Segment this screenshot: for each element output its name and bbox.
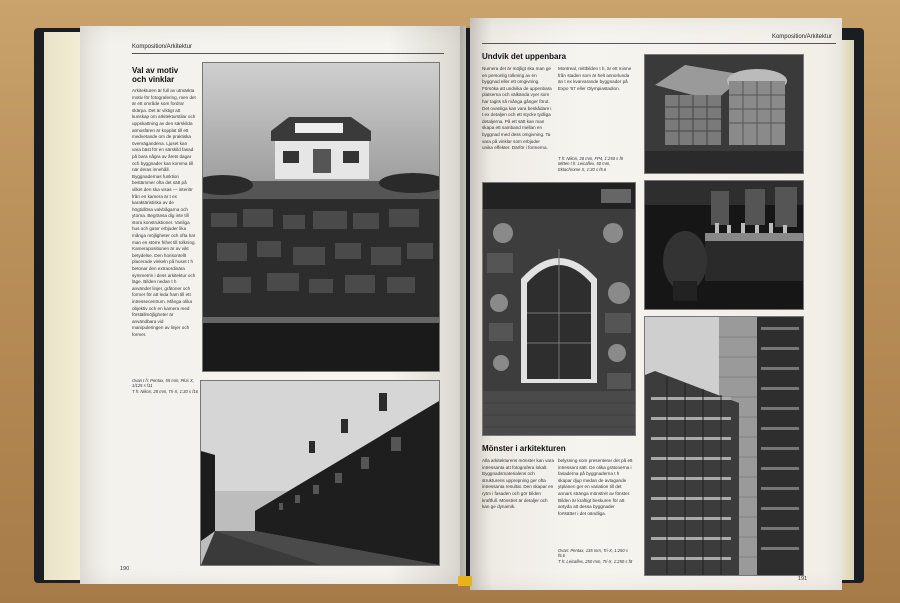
- right-section1-caption: T h: Nikon, 28 mm, FP4, 1:250 s f8 Mitten t h: Leicaflex, 50 mm, Ektachrome X, 1:30 s f5.6: [558, 156, 623, 172]
- street-photo: [200, 380, 440, 566]
- interior-photo: [644, 180, 804, 310]
- left-body-text: Arkitekturen är full av utmärkta motiv för fotografering, men det är ett område som fordrar skärpa. Det är viktigt att kunskap om arkitekturstilar och uppskattning av den särskilda atmosfären är kopplat till ett medvetande om de praktiska övervägandena. Ljuset kan vara bäst för en särskild fasad på bara några av årets dagar och byggnader kan komma till när deras innehåll. Byggnadernas funktion bestämmer ofta det sätt på vilket den ska visas — interiör från en kamera är t ex karaktäristiska av de högtidlösa valvbågarna och ytorna. Begränsa dig inte till stora konstruktioner. Vanliga hus och gator erbjuder lika många möjligheter och ofta har man en större frihet till tolkning. Kamerapositionen är av vikt betydelse. Den horisontellt placerade vinkeln på huset t h betonar den extraordinära symmetrin i dess arkitektur och läge. Bilden nedan t h använder linjer, gråtoner och former för att leda fram till ett intressecentrum. Många olika objektiv och en kamera med förställmöjligheter är användbara vid manipuleringen av linjer och former.: [132, 88, 196, 337]
- mosaic-facade-photo: [482, 182, 636, 436]
- right-page: [470, 18, 842, 590]
- left-caption: Ovan t h: Pentax, 55 mm, Plus X, 1/125 s f11 T h: Nikon, 28 mm, Tri-X, 1:30 s f16: [132, 378, 199, 394]
- page-stack-left: [44, 32, 84, 580]
- left-section-title: Val av motiv och vinklar: [132, 66, 179, 84]
- left-running-head: Komposition/Arkitektur: [132, 44, 193, 50]
- right-page-number: 191: [798, 576, 808, 582]
- right-section2-caption: Ovan: Pentax, 135 mm, Tri-X, 1:250 s f5.6 T h: Leicaflex, 250 mm, Tri-X, 1:250 s f8: [558, 548, 633, 564]
- left-page-number: 190: [120, 566, 130, 572]
- left-page: [80, 26, 466, 584]
- right-section1-col2: Montreal, mittbilden t h, är ett minne från staden som är helt annorlunda än t ex kvarvarande byggnader på Expo '67 eller Olympiastadion.: [558, 66, 632, 91]
- right-section1-title: Undvik det uppenbara: [482, 52, 567, 61]
- left-head-rule: [132, 53, 444, 54]
- right-section2-title: Mönster i arkitekturen: [482, 444, 566, 453]
- right-running-head: Komposition/Arkitektur: [771, 34, 832, 40]
- model-building-photo: [644, 54, 804, 174]
- right-section1-body: Numera det är möjligt ska man ge en personlig tolkning av en byggnad eller ett omgivning. Försöka att undvika de uppenbara platserna och välkända vyer som har tagits så många gånger förut. Det ovanliga kan vara beskådare i t ex detaljen och ett stycke tydliga detaljerna. På ett sätt kan man skapa ett samband mellan en byggnad med dess omgivning. Ta vara på vinklar som erbjuder unika effekter. Därför i formerna.: [482, 66, 552, 151]
- house-photo: [202, 62, 440, 372]
- right-section2-body: Alla arkitekturens mönster kan vara intressanta att fotografera lokalt. Byggnadsmaterialens och strukturens upprepning ger ofta intressanta resultat. Den skapar en rytm i fasaden och gör bilden kraftfull. Mönstret är detaljer och kan ge dynamik.: [482, 458, 554, 510]
- bookmark-ribbon: [458, 576, 472, 586]
- right-head-rule: [482, 43, 836, 44]
- skyscrapers-photo: [644, 316, 804, 576]
- right-section2-col2: belysning som presenterar det på ett intressant sätt. De olika grätonerna i fasaderna på byggnaderna t h skapar djup medan de avtagande ytplanen ger en variation till det annars stränga mönstret av fönster. Bilden är kraftigt beskuren för att antyda att dessa byggnader fortsätter i det oändliga.: [558, 458, 633, 516]
